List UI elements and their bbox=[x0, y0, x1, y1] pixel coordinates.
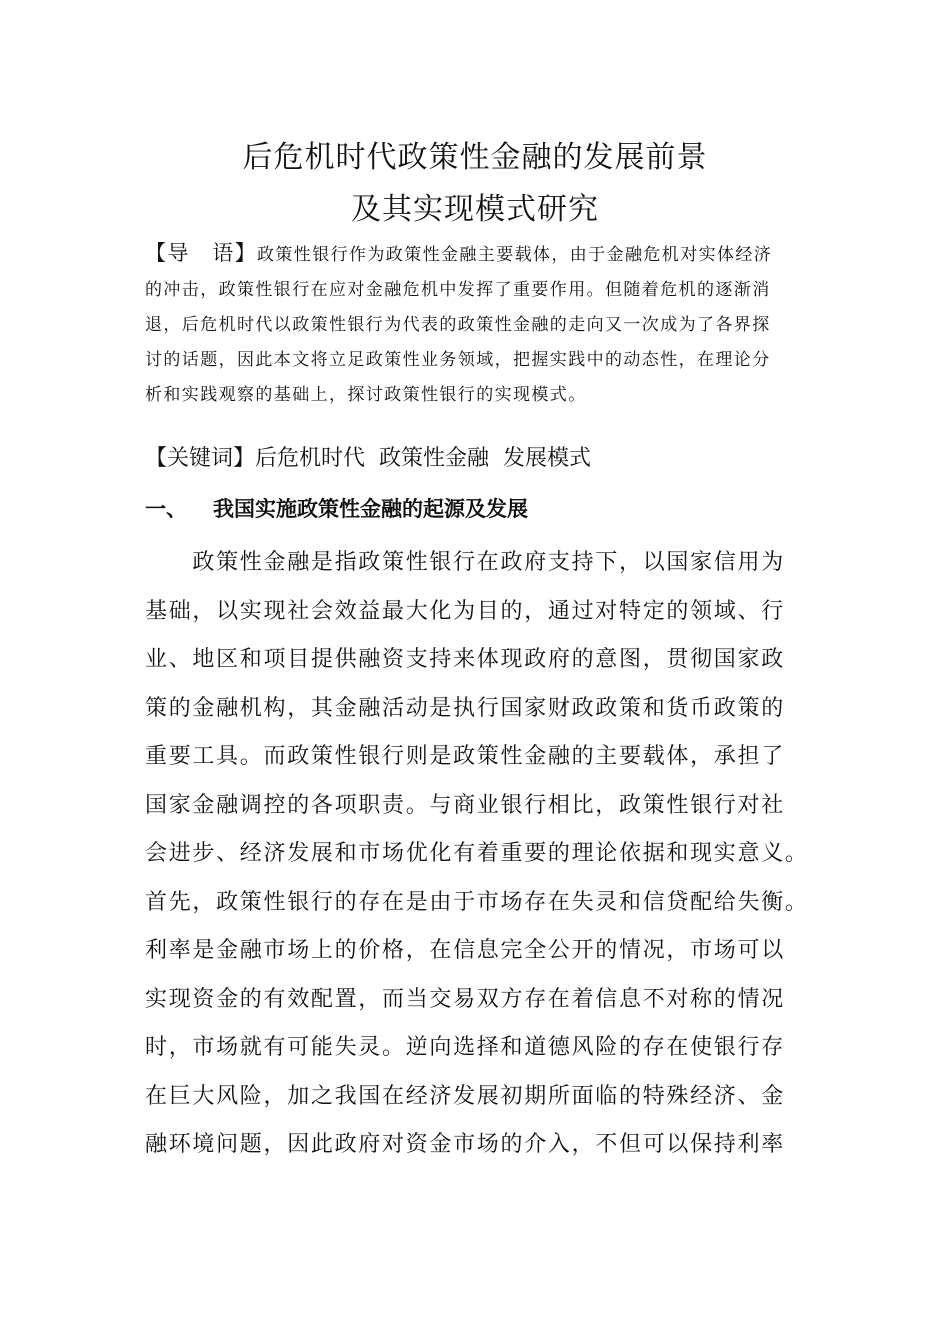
body-line: 重要工具。而政策性银行则是政策性金融的主要载体，承担了 bbox=[145, 744, 785, 769]
body-line: 策的金融机构，其金融活动是执行国家财政政策和货币政策的 bbox=[145, 695, 785, 721]
keywords bbox=[145, 441, 605, 472]
abstract-text: 政策性银行作为政策性金融主要载体，由于金融危机对实体经济 bbox=[257, 245, 773, 265]
body-line: 首先，政策性银行的存在是由于市场存在失灵和信贷配给失衡。 bbox=[145, 889, 809, 915]
body-line: 在巨大风险，加之我国在经济发展初期所面临的特殊经济、金 bbox=[145, 1083, 785, 1109]
abstract-line: 讨的话题，因此本文将立足政策性业务领域，把握实践中的动态性，在理论分 bbox=[145, 350, 771, 370]
body-line: 实现资金的有效配置，而当交易双方存在着信息不对称的情况 bbox=[145, 986, 785, 1012]
body-line: 业、地区和项目提供融资支持来体现政府的意图，贯彻国家政 bbox=[145, 647, 785, 672]
body-line: 政策性金融是指政策性银行在政府支持下，以国家信用为 bbox=[145, 550, 785, 575]
abstract-line-1 bbox=[145, 236, 810, 273]
keywords-label: 【关键词】 bbox=[145, 446, 256, 471]
keyword: 政策性金融 bbox=[379, 446, 490, 471]
section-title: 我国实施政策性金融的起源及发展 bbox=[213, 496, 528, 521]
abstract-line: 退，后危机时代以政策性银行为代表的政策性金融的走向又一次成为了各界探 bbox=[145, 315, 771, 335]
body-line: 融环境问题，因此政府对资金市场的介入，不但可以保持利率 bbox=[145, 1132, 785, 1157]
abstract-line: 析和实践观察的基础上，探讨政策性银行的实现模式。 bbox=[145, 385, 587, 405]
keyword: 后危机时代 bbox=[255, 446, 366, 471]
keyword: 发展模式 bbox=[503, 446, 592, 471]
body-line: 基础，以实现社会效益最大化为目的，通过对特定的领域、行 bbox=[145, 598, 785, 624]
body-line: 国家金融调控的各项职责。与商业银行相比，政策性银行对社 bbox=[145, 792, 785, 818]
body-line: 会进步、经济发展和市场优化有着重要的理论依据和现实意义。 bbox=[145, 841, 809, 866]
title-line-2: 及其实现模式研究 bbox=[351, 192, 599, 227]
section-number: 一、 bbox=[145, 496, 187, 521]
body-text bbox=[145, 539, 820, 1170]
body-line: 利率是金融市场上的价格，在信息完全公开的情况，市场可以 bbox=[145, 938, 785, 963]
section-heading bbox=[145, 493, 528, 523]
abstract-line: 的冲击，政策性银行在应对金融危机中发挥了重要作用。但随着危机的逐渐消 bbox=[145, 280, 771, 300]
title-line-1: 后危机时代政策性金融的发展前景 bbox=[242, 140, 708, 175]
abstract-label: 【导 语】 bbox=[145, 241, 257, 265]
abstract bbox=[145, 236, 810, 413]
body-line: 时，市场就有可能失灵。逆向选择和道德风险的存在使银行存 bbox=[145, 1035, 785, 1060]
